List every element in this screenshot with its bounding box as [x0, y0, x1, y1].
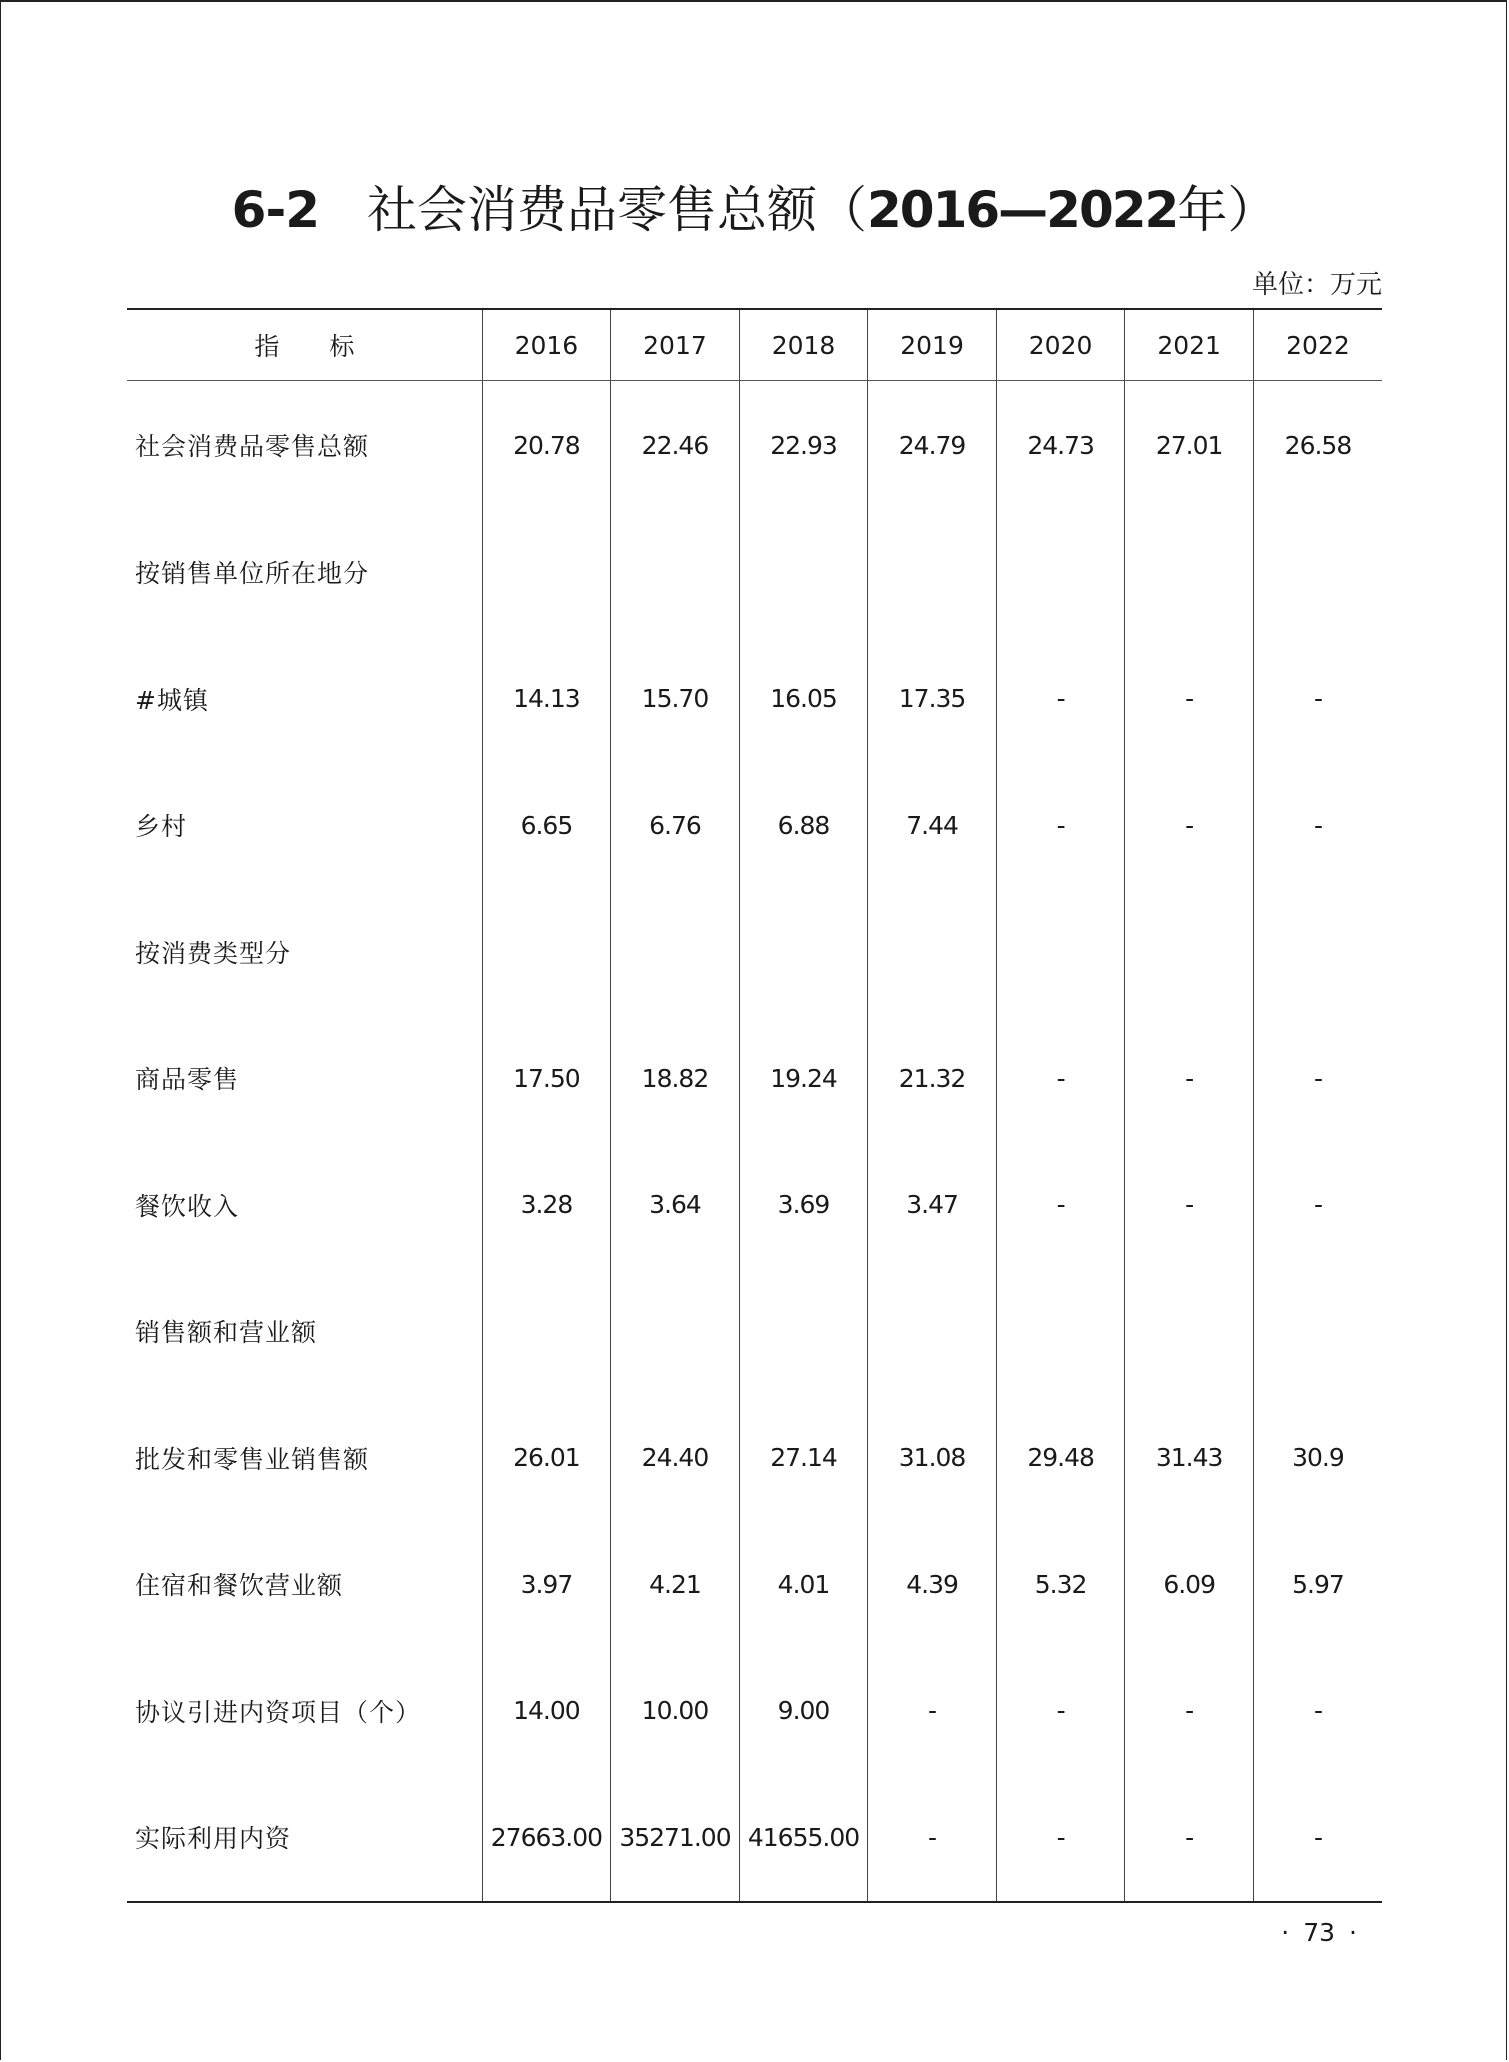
cell-value: - — [1253, 762, 1382, 889]
page-number — [1267, 1916, 1371, 1950]
cell-value: - — [868, 1648, 997, 1775]
row-label: 批发和零售业销售额 — [135, 1444, 370, 1474]
page-number-value: 73 — [1303, 1918, 1336, 1947]
cell-value: 17.50 — [482, 1015, 611, 1142]
table-row — [127, 1268, 1382, 1395]
cell-value: - — [1125, 1015, 1254, 1142]
page-number-dot: · — [1281, 1918, 1290, 1947]
cell-value: 19.24 — [739, 1015, 868, 1142]
cell-value: 6.09 — [1125, 1521, 1254, 1648]
cell-value: 5.32 — [996, 1521, 1125, 1648]
cell-value: - — [1253, 1648, 1382, 1775]
cell-value: 14.00 — [482, 1648, 611, 1775]
cell-value: 15.70 — [611, 636, 740, 763]
cell-value: - — [996, 1142, 1125, 1269]
cell-value: 27.01 — [1125, 381, 1254, 510]
cell-value — [996, 1268, 1125, 1395]
header-year: 2017 — [611, 309, 740, 381]
row-label: 社会消费品零售总额 — [135, 432, 370, 461]
cell-value: - — [1125, 1774, 1254, 1902]
cell-value: 21.32 — [868, 1015, 997, 1142]
row-label: 商品零售 — [135, 1065, 240, 1095]
cell-value: 31.43 — [1125, 1395, 1254, 1522]
cell-value: - — [1125, 762, 1254, 889]
cell-value: 20.78 — [482, 381, 611, 510]
header-year: 2016 — [482, 309, 611, 381]
title-suffix: 年） — [1177, 181, 1278, 239]
row-label: 按消费类型分 — [135, 938, 292, 968]
cell-value: - — [1125, 1648, 1254, 1775]
cell-value — [1125, 509, 1254, 636]
cell-value: 3.97 — [482, 1521, 611, 1648]
cell-value — [1125, 1268, 1254, 1395]
cell-value — [482, 889, 611, 1016]
cell-value — [482, 1268, 611, 1395]
cell-value: 16.05 — [739, 636, 868, 763]
cell-value: - — [1253, 1015, 1382, 1142]
table-row — [127, 889, 1382, 1016]
table-row — [127, 1395, 1382, 1522]
cell-value — [1253, 889, 1382, 1016]
cell-value: - — [996, 636, 1125, 763]
cell-value: 35271.00 — [611, 1774, 740, 1902]
cell-value: - — [1125, 636, 1254, 763]
cell-value: - — [996, 762, 1125, 889]
cell-value — [868, 1268, 997, 1395]
header-year: 2018 — [739, 309, 868, 381]
table-body — [127, 381, 1382, 1902]
cell-value: 22.46 — [611, 381, 740, 510]
cell-value — [739, 1268, 868, 1395]
cell-value: 3.69 — [739, 1142, 868, 1269]
table-header-row — [127, 309, 1382, 381]
cell-value: - — [1253, 1774, 1382, 1902]
row-label: 按销售单位所在地分 — [135, 559, 370, 589]
cell-value: - — [1125, 1142, 1254, 1269]
row-label: 住宿和餐饮营业额 — [135, 1571, 344, 1601]
table-row — [127, 509, 1382, 636]
cell-value: 4.21 — [611, 1521, 740, 1648]
table-number: 6-2 — [231, 181, 319, 239]
cell-value: 6.88 — [739, 762, 868, 889]
row-label: 实际利用内资 — [135, 1824, 292, 1854]
cell-value: 24.79 — [868, 381, 997, 510]
cell-value: - — [868, 1774, 997, 1902]
cell-value: 22.93 — [739, 381, 868, 510]
cell-value: 9.00 — [739, 1648, 868, 1775]
cell-value — [611, 509, 740, 636]
table-row — [127, 1521, 1382, 1648]
cell-value: 27.14 — [739, 1395, 868, 1522]
cell-value — [482, 509, 611, 636]
page-number-dot: · — [1349, 1918, 1357, 1947]
table-row — [127, 1648, 1382, 1775]
cell-value: - — [1253, 636, 1382, 763]
cell-value — [739, 509, 868, 636]
row-label: #城镇 — [135, 685, 209, 715]
row-label: 销售额和营业额 — [135, 1318, 318, 1348]
cell-value — [611, 1268, 740, 1395]
row-label: 乡村 — [135, 812, 188, 842]
header-year: 2022 — [1253, 309, 1382, 381]
cell-value: 18.82 — [611, 1015, 740, 1142]
cell-value: 30.9 — [1253, 1395, 1382, 1522]
cell-value — [739, 889, 868, 1016]
cell-value — [1125, 889, 1254, 1016]
cell-value: - — [996, 1774, 1125, 1902]
cell-value: 4.39 — [868, 1521, 997, 1648]
cell-value: 3.64 — [611, 1142, 740, 1269]
cell-value: 14.13 — [482, 636, 611, 763]
unit-label: 单位：万元 — [1251, 270, 1382, 300]
cell-value: - — [996, 1648, 1125, 1775]
header-year: 2021 — [1125, 309, 1254, 381]
table-row — [127, 1015, 1382, 1142]
header-year: 2019 — [868, 309, 997, 381]
title-text: 社会消费品零售总额（ — [367, 181, 867, 239]
cell-value: 24.73 — [996, 381, 1125, 510]
cell-value: - — [996, 1015, 1125, 1142]
cell-value: 6.76 — [611, 762, 740, 889]
cell-value: 26.01 — [482, 1395, 611, 1522]
cell-value — [1253, 509, 1382, 636]
cell-value: - — [1253, 1142, 1382, 1269]
cell-value: 41655.00 — [739, 1774, 868, 1902]
header-year: 2020 — [996, 309, 1125, 381]
cell-value — [868, 509, 997, 636]
cell-value: 27663.00 — [482, 1774, 611, 1902]
cell-value — [1253, 1268, 1382, 1395]
cell-value: 3.47 — [868, 1142, 997, 1269]
statistics-table — [127, 308, 1382, 1903]
cell-value: 31.08 — [868, 1395, 997, 1522]
row-label: 协议引进内资项目（个） — [135, 1697, 422, 1727]
cell-value: 24.40 — [611, 1395, 740, 1522]
table-row — [127, 1774, 1382, 1902]
cell-value: 26.58 — [1253, 381, 1382, 510]
cell-value — [611, 889, 740, 1016]
cell-value: 4.01 — [739, 1521, 868, 1648]
cell-value: 3.28 — [482, 1142, 611, 1269]
table-row — [127, 381, 1382, 510]
cell-value — [996, 509, 1125, 636]
table-row — [127, 1142, 1382, 1269]
table-row — [127, 762, 1382, 889]
cell-value: 29.48 — [996, 1395, 1125, 1522]
title-years: 2016—2022 — [867, 181, 1178, 239]
cell-value — [868, 889, 997, 1016]
table-row — [127, 636, 1382, 763]
page-title — [0, 175, 1509, 245]
cell-value: 5.97 — [1253, 1521, 1382, 1648]
cell-value: 10.00 — [611, 1648, 740, 1775]
row-label: 餐饮收入 — [135, 1191, 240, 1221]
cell-value: 6.65 — [482, 762, 611, 889]
cell-value: 7.44 — [868, 762, 997, 889]
header-indicator: 指 标 — [127, 309, 482, 381]
cell-value — [996, 889, 1125, 1016]
cell-value: 17.35 — [868, 636, 997, 763]
